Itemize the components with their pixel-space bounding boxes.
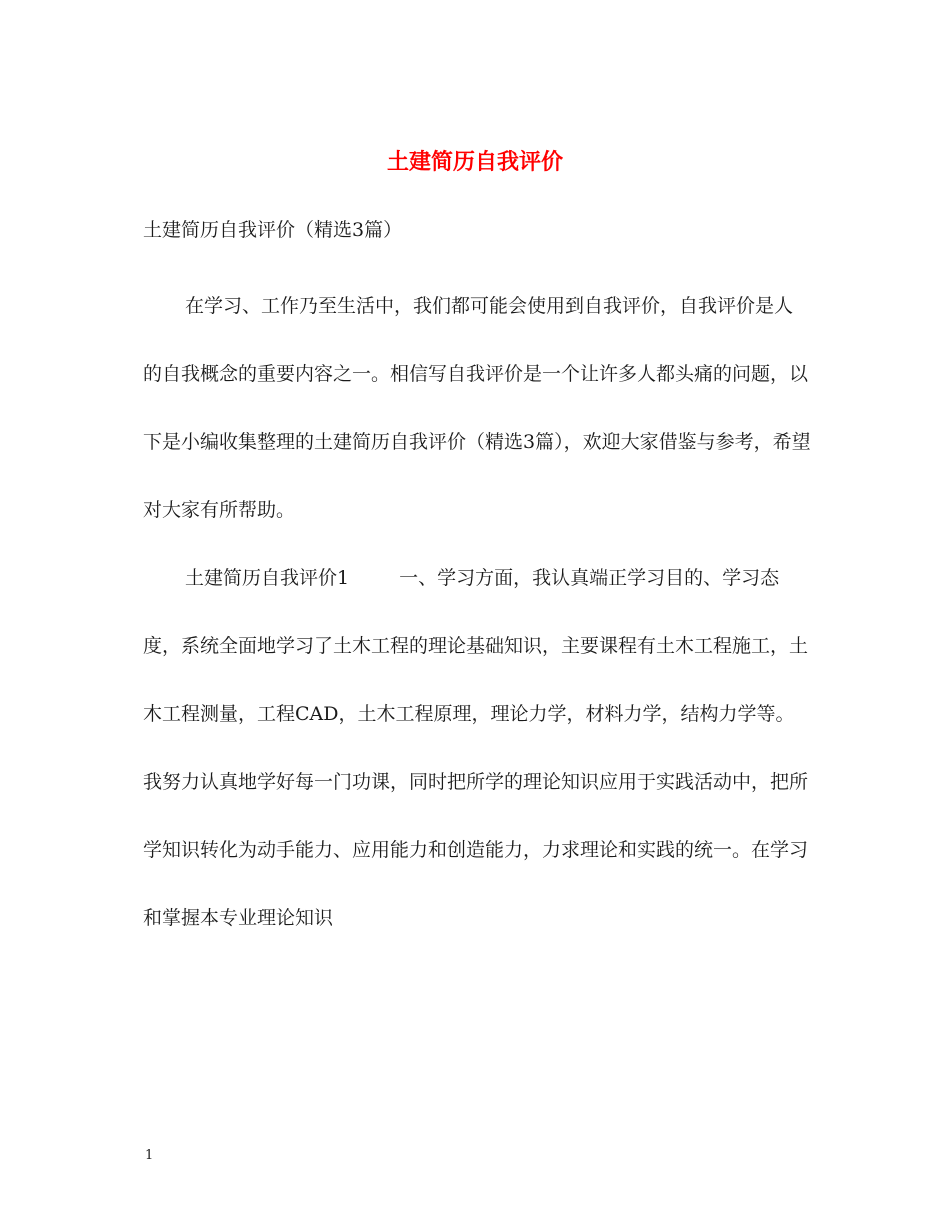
section1-heading: 土建简历自我评价1 (185, 567, 350, 589)
document-subtitle: 土建简历自我评价（精选3篇） (143, 219, 403, 241)
document-title: 土建简历自我评价 (386, 149, 563, 175)
section1-text: 一、学习方面，我认真端正学习目的、学习态度，系统全面地学习了土木工程的理论基础知识，主要课程有土木工程施工，土木工程测量，工程CAD，土木工程原理，理论力学，材料力学，结构力学等。我努力认真地学好每一门功课，同时把所学的理论知识应用于实践活动中，把所学知识转化为动手能力、应用能力和创造能力，力求理论和实践的统一。在学习和掌握本专业理论知识 (143, 567, 809, 929)
intro-paragraph-text: 在学习、工作乃至生活中，我们都可能会使用到自我评价，自我评价是人的自我概念的重要内容之一。相信写自我评价是一个让许多人都头痛的问题，以下是小编收集整理的土建简历自我评价（精选3篇），欢迎大家借鉴与参考，希望对大家有所帮助。 (143, 295, 811, 521)
page-number: 1 (145, 1148, 154, 1163)
section1-paragraph (143, 544, 811, 952)
intro-paragraph (143, 272, 811, 544)
